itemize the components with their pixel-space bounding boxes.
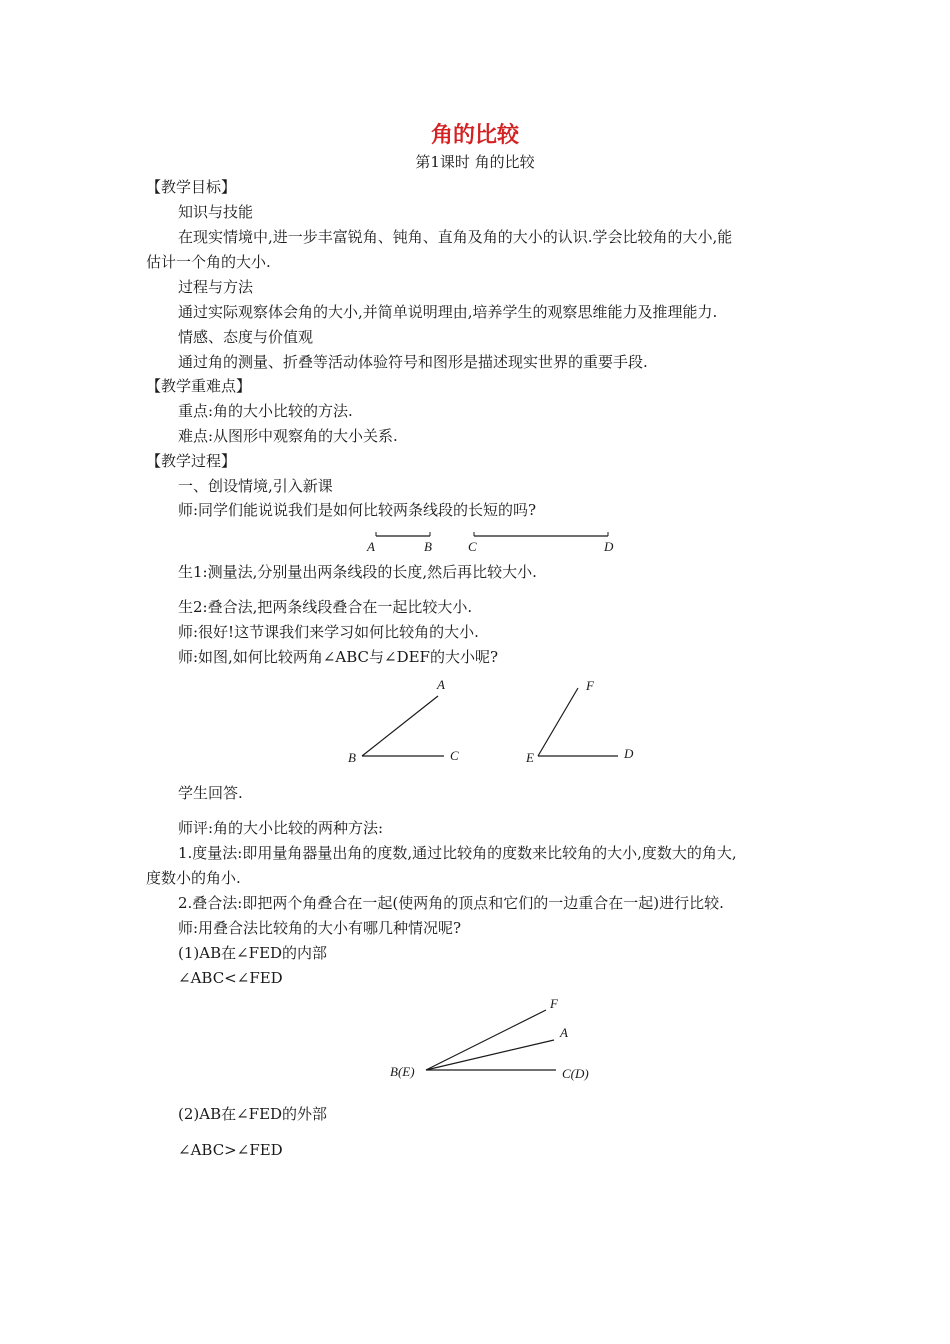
case-1: (1)AB在∠FED的内部 [178,944,328,962]
angle-label-c: C [450,748,459,763]
angle-label-d: D [624,746,634,761]
method-2: 2.叠合法:即把两个角叠合在一起(使两角的顶点和它们的一边重合在一起)进行比较. [178,894,724,912]
page-subtitle: 第1课时 角的比较 [415,153,535,171]
emotion-text: 通过角的测量、折叠等活动体验符号和图形是描述现实世界的重要手段. [178,353,648,371]
two-angles-figure [340,672,650,772]
angle-label-f: F [586,678,594,693]
student-1: 生1:测量法,分别量出两条线段的长度,然后再比较大小. [178,563,537,581]
label-c: C [468,539,477,554]
teacher-comment: 师评:角的大小比较的两种方法: [178,819,384,837]
label-a: A [367,539,375,554]
process-text: 通过实际观察体会角的大小,并简单说明理由,培养学生的观察思维能力及推理能力. [178,303,718,321]
teacher-question-2: 师:用叠合法比较角的大小有哪几种情况呢? [178,919,462,937]
teacher-question-1: 师:同学们能说说我们是如何比较两条线段的长短的吗? [178,501,537,519]
overlap-label-a: A [560,1025,568,1040]
method-1-line-2: 度数小的角小. [146,869,241,887]
difficult-point: 难点:从图形中观察角的大小关系. [178,427,398,445]
angle-label-a: A [437,677,445,692]
label-b: B [424,539,432,554]
case-2-relation: ∠ABC>∠FED [178,1141,283,1159]
ray-ef-overlap [426,1010,546,1070]
overlap-label-cd: C(D) [562,1066,589,1081]
emotion-heading: 情感、态度与价值观 [178,328,314,346]
overlap-figure [380,990,610,1090]
knowledge-heading: 知识与技能 [178,203,254,221]
ray-ba-overlap [426,1040,554,1070]
process-main-heading: 【教学过程】 [146,452,237,470]
label-d: D [604,539,614,554]
case-2: (2)AB在∠FED的外部 [178,1105,328,1123]
student-2: 生2:叠合法,把两条线段叠合在一起比较大小. [178,598,473,616]
method-1-line-1: 1.度量法:即用量角器量出角的度数,通过比较角的度数来比较角的大小,度数大的角大, [178,844,737,862]
ray-ef [538,688,578,756]
process-heading: 过程与方法 [178,278,254,296]
goals-heading: 【教学目标】 [146,178,237,196]
ray-ba [362,696,438,756]
knowledge-line-1: 在现实情境中,进一步丰富锐角、钝角、直角及角的大小的认识.学会比较角的大小,能 [178,228,733,246]
key-point: 重点:角的大小比较的方法. [178,402,353,420]
teacher-2: 师:如图,如何比较两角∠ABC与∠DEF的大小呢? [178,648,498,666]
angle-label-b: B [348,750,356,765]
segments-figure [360,528,630,556]
overlap-label-f: F [550,996,558,1011]
case-1-relation: ∠ABC<∠FED [178,969,283,987]
step-1: 一、创设情境,引入新课 [178,477,333,495]
teacher-1: 师:很好!这节课我们来学习如何比较角的大小. [178,623,479,641]
overlap-label-be: B(E) [390,1064,415,1079]
angle-label-e: E [526,750,534,765]
page-title: 角的比较 [430,123,519,148]
student-answer: 学生回答. [178,784,243,802]
keypoints-heading: 【教学重难点】 [146,377,252,395]
knowledge-line-2: 估计一个角的大小. [146,253,271,271]
